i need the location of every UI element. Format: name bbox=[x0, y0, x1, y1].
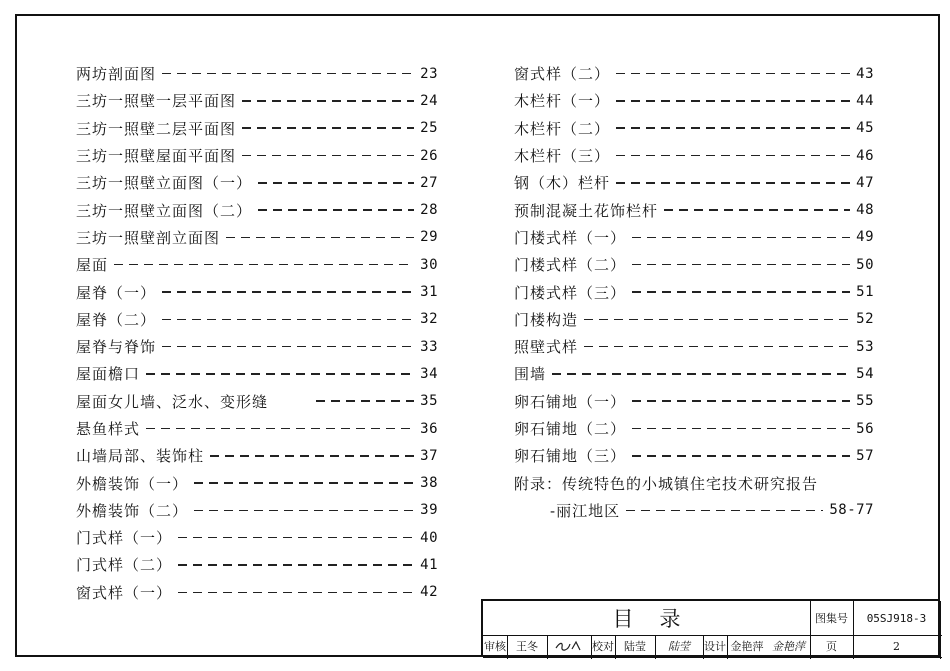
leader-dashes bbox=[194, 482, 414, 484]
toc-entry bbox=[76, 196, 438, 223]
appendix-line-2 bbox=[514, 497, 874, 524]
toc-entry bbox=[76, 360, 438, 387]
toc-entry-page: 43 bbox=[856, 65, 874, 82]
toc-entry-page: 50 bbox=[856, 256, 874, 273]
toc-entry bbox=[514, 415, 874, 442]
toc-entry bbox=[514, 196, 874, 223]
toc-entry-page: 51 bbox=[856, 284, 874, 301]
toc-entry-title: 三坊一照壁一层平面图 bbox=[76, 92, 237, 111]
toc-entry-page: 46 bbox=[856, 147, 874, 164]
toc-entry-title: 门楼式样（二） bbox=[514, 256, 627, 275]
toc-entry-page: 53 bbox=[856, 338, 874, 355]
toc-entry-page: 24 bbox=[420, 92, 438, 109]
appendix-page: 58-77 bbox=[829, 502, 874, 519]
leader-dashes bbox=[178, 537, 414, 539]
toc-entry-page: 34 bbox=[420, 365, 438, 382]
toc-entry-page: 27 bbox=[420, 174, 438, 191]
toc-entry bbox=[76, 115, 438, 142]
toc-entry-page: 25 bbox=[420, 120, 438, 137]
leader-dashes bbox=[242, 155, 414, 157]
review-signature-icon bbox=[554, 639, 584, 653]
toc-entry bbox=[76, 388, 438, 415]
toc-entry bbox=[76, 442, 438, 469]
toc-entry-page: 26 bbox=[420, 147, 438, 164]
toc-entry-page: 38 bbox=[420, 475, 438, 492]
toc-entry-page: 49 bbox=[856, 229, 874, 246]
toc-entry-page: 30 bbox=[420, 256, 438, 273]
toc-entry bbox=[76, 415, 438, 442]
appendix-title: 附录：传统特色的小城镇住宅技术研究报告 bbox=[514, 474, 819, 493]
toc-left-column bbox=[76, 60, 438, 606]
leader-dashes bbox=[194, 510, 414, 512]
toc-entry-page: 29 bbox=[420, 229, 438, 246]
toc-entry-title: 卵石铺地（二） bbox=[514, 420, 627, 438]
toc-entry-page: 44 bbox=[856, 92, 874, 109]
leader-dashes bbox=[632, 264, 850, 266]
toc-entry-title: 三坊一照壁屋面平面图 bbox=[76, 147, 237, 166]
toc-entry-title: 门式样（一） bbox=[76, 529, 173, 548]
toc-entry bbox=[76, 142, 438, 169]
toc-entry-title: 悬鱼样式 bbox=[76, 420, 141, 438]
toc-entry-title: 门楼构造 bbox=[514, 310, 579, 329]
check-signature: 陆莹 bbox=[668, 640, 690, 653]
toc-entry bbox=[76, 169, 438, 196]
leader-dashes bbox=[146, 428, 414, 430]
toc-entry-title: 两坊剖面图 bbox=[76, 65, 157, 84]
review-label: 审核 bbox=[484, 640, 506, 653]
check-name: 陆莹 bbox=[624, 640, 646, 653]
leader-dashes bbox=[316, 400, 414, 402]
toc-entry bbox=[514, 142, 874, 169]
review-name: 王冬 bbox=[516, 640, 538, 653]
toc-entry bbox=[76, 497, 438, 524]
atlas-number: 05SJ918-3 bbox=[866, 611, 927, 625]
toc-entry bbox=[514, 306, 874, 333]
toc-entry-title: 屋脊（一） bbox=[76, 283, 157, 302]
leader-dashes bbox=[162, 73, 414, 75]
toc-entry-page: 52 bbox=[856, 311, 874, 328]
toc-entry-title: 山墙局部、装饰柱 bbox=[76, 447, 205, 466]
toc-entry-title: 屋脊与脊饰 bbox=[76, 338, 157, 357]
toc-entry bbox=[514, 169, 874, 196]
toc-entry-title: 卵石铺地（三） bbox=[514, 447, 627, 466]
leader-dashes bbox=[632, 291, 850, 293]
toc-entry-page: 55 bbox=[856, 393, 874, 410]
toc-entry-title: 门楼式样（一） bbox=[514, 228, 627, 247]
toc-entry-page: 35 bbox=[420, 393, 438, 410]
toc-entry-page: 57 bbox=[856, 447, 874, 464]
toc-entry bbox=[76, 278, 438, 305]
toc-entry bbox=[514, 87, 874, 114]
toc-entry bbox=[514, 442, 874, 469]
leader-dashes bbox=[178, 592, 414, 594]
toc-entry bbox=[76, 60, 438, 87]
toc-entry bbox=[76, 306, 438, 333]
toc-entry bbox=[514, 60, 874, 87]
leader-dashes bbox=[226, 237, 414, 239]
leader-dashes bbox=[632, 400, 850, 402]
toc-entry bbox=[76, 87, 438, 114]
toc-entry-page: 36 bbox=[420, 420, 438, 437]
toc-entry-title: 围墙 bbox=[514, 365, 547, 384]
toc-entry-page: 41 bbox=[420, 556, 438, 573]
leader-dashes bbox=[162, 346, 414, 348]
toc-entry-page: 45 bbox=[856, 120, 874, 137]
toc-entry-title: 门楼式样（三） bbox=[514, 283, 627, 302]
toc-entry-title: 卵石铺地（一） bbox=[514, 392, 627, 411]
design-label: 设计 bbox=[704, 640, 726, 653]
leader-dashes bbox=[584, 319, 850, 321]
sheet-title: 目录 bbox=[612, 607, 707, 631]
toc-entry-page: 54 bbox=[856, 365, 874, 382]
toc-entry-title: 窗式样（一） bbox=[76, 583, 173, 602]
toc-entry bbox=[514, 224, 874, 251]
toc-entry bbox=[514, 278, 874, 305]
toc-entry-title: 照壁式样 bbox=[514, 338, 579, 357]
toc-entry bbox=[514, 251, 874, 278]
leader-dashes bbox=[616, 182, 850, 184]
leader-dashes bbox=[162, 319, 414, 321]
toc-entry bbox=[76, 333, 438, 360]
leader-dashes bbox=[210, 455, 414, 457]
toc-entry-page: 37 bbox=[420, 447, 438, 464]
toc-entry-title: 三坊一照壁立面图（二） bbox=[76, 201, 253, 220]
title-block bbox=[481, 599, 940, 657]
toc-entry-title: 三坊一照壁剖立面图 bbox=[76, 228, 221, 247]
leader-dashes bbox=[258, 209, 414, 211]
leader-dashes bbox=[616, 100, 850, 102]
toc-entry-page: 40 bbox=[420, 529, 438, 546]
toc-entry-title: 外檐装饰（一） bbox=[76, 474, 189, 493]
toc-entry-title: 门式样（二） bbox=[76, 556, 173, 575]
toc-entry-page: 42 bbox=[420, 584, 438, 601]
toc-entry-title: 木栏杆（二） bbox=[514, 119, 611, 138]
toc-entry-page: 33 bbox=[420, 338, 438, 355]
atlas-label: 图集号 bbox=[815, 612, 848, 625]
page-label: 页 bbox=[826, 640, 837, 653]
design-name: 金艳萍 bbox=[730, 640, 764, 653]
toc-entry-title: 屋脊（二） bbox=[76, 310, 157, 329]
leader-dashes bbox=[162, 291, 414, 293]
toc-entry-page: 31 bbox=[420, 284, 438, 301]
toc-entry-page: 32 bbox=[420, 311, 438, 328]
toc-entry bbox=[76, 579, 438, 606]
review-signature bbox=[547, 635, 591, 657]
leader-dashes bbox=[242, 100, 414, 102]
toc-entry-title: 三坊一照壁立面图（一） bbox=[76, 174, 253, 193]
toc-entry-title: 窗式样（二） bbox=[514, 65, 611, 84]
leader-dashes bbox=[114, 264, 414, 266]
toc-entry bbox=[76, 251, 438, 278]
toc-entry bbox=[514, 333, 874, 360]
toc-entry-page: 56 bbox=[856, 420, 874, 437]
toc-entry bbox=[76, 224, 438, 251]
toc-entry-title: 木栏杆（三） bbox=[514, 147, 611, 166]
toc-entry-title: 三坊一照壁二层平面图 bbox=[76, 119, 237, 138]
toc-entry bbox=[514, 360, 874, 387]
leader-dashes bbox=[258, 182, 414, 184]
appendix-subtitle: -丽江地区 bbox=[550, 501, 621, 520]
toc-entry-title: 木栏杆（一） bbox=[514, 92, 611, 111]
design-signature: 金艳萍 bbox=[772, 640, 805, 653]
toc-entry bbox=[514, 115, 874, 142]
toc-entry-title: 屋面女儿墙、泛水、变形缝 bbox=[76, 392, 269, 411]
leader-dashes bbox=[626, 510, 823, 512]
toc-entry bbox=[76, 469, 438, 496]
leader-dashes bbox=[632, 237, 850, 239]
toc-entry bbox=[76, 524, 438, 551]
toc-entry-page: 39 bbox=[420, 502, 438, 519]
toc-entry-title: 屋面檐口 bbox=[76, 365, 141, 384]
toc-entry-title: 钢（木）栏杆 bbox=[514, 174, 611, 193]
leader-dashes bbox=[178, 564, 414, 566]
page-number: 2 bbox=[893, 639, 900, 653]
toc-entry bbox=[76, 551, 438, 578]
leader-dashes bbox=[584, 346, 850, 348]
toc-right-column bbox=[514, 60, 874, 524]
toc-entry bbox=[514, 388, 874, 415]
leader-dashes bbox=[552, 373, 850, 375]
toc-entry-page: 28 bbox=[420, 202, 438, 219]
appendix-line-1 bbox=[514, 469, 874, 496]
toc-entry-page: 23 bbox=[420, 65, 438, 82]
toc-entry-title: 屋面 bbox=[76, 256, 109, 275]
leader-dashes bbox=[146, 373, 414, 375]
leader-dashes bbox=[616, 127, 850, 129]
toc-entry-title: 外檐装饰（二） bbox=[76, 501, 189, 520]
leader-dashes bbox=[632, 428, 850, 430]
leader-dashes bbox=[616, 73, 850, 75]
toc-entry-page: 47 bbox=[856, 174, 874, 191]
check-label: 校对 bbox=[592, 640, 614, 653]
leader-dashes bbox=[664, 209, 850, 211]
leader-dashes bbox=[616, 155, 850, 157]
leader-dashes bbox=[242, 127, 414, 129]
toc-entry-page: 48 bbox=[856, 202, 874, 219]
toc-entry-title: 预制混凝土花饰栏杆 bbox=[514, 201, 659, 220]
leader-dashes bbox=[632, 455, 850, 457]
